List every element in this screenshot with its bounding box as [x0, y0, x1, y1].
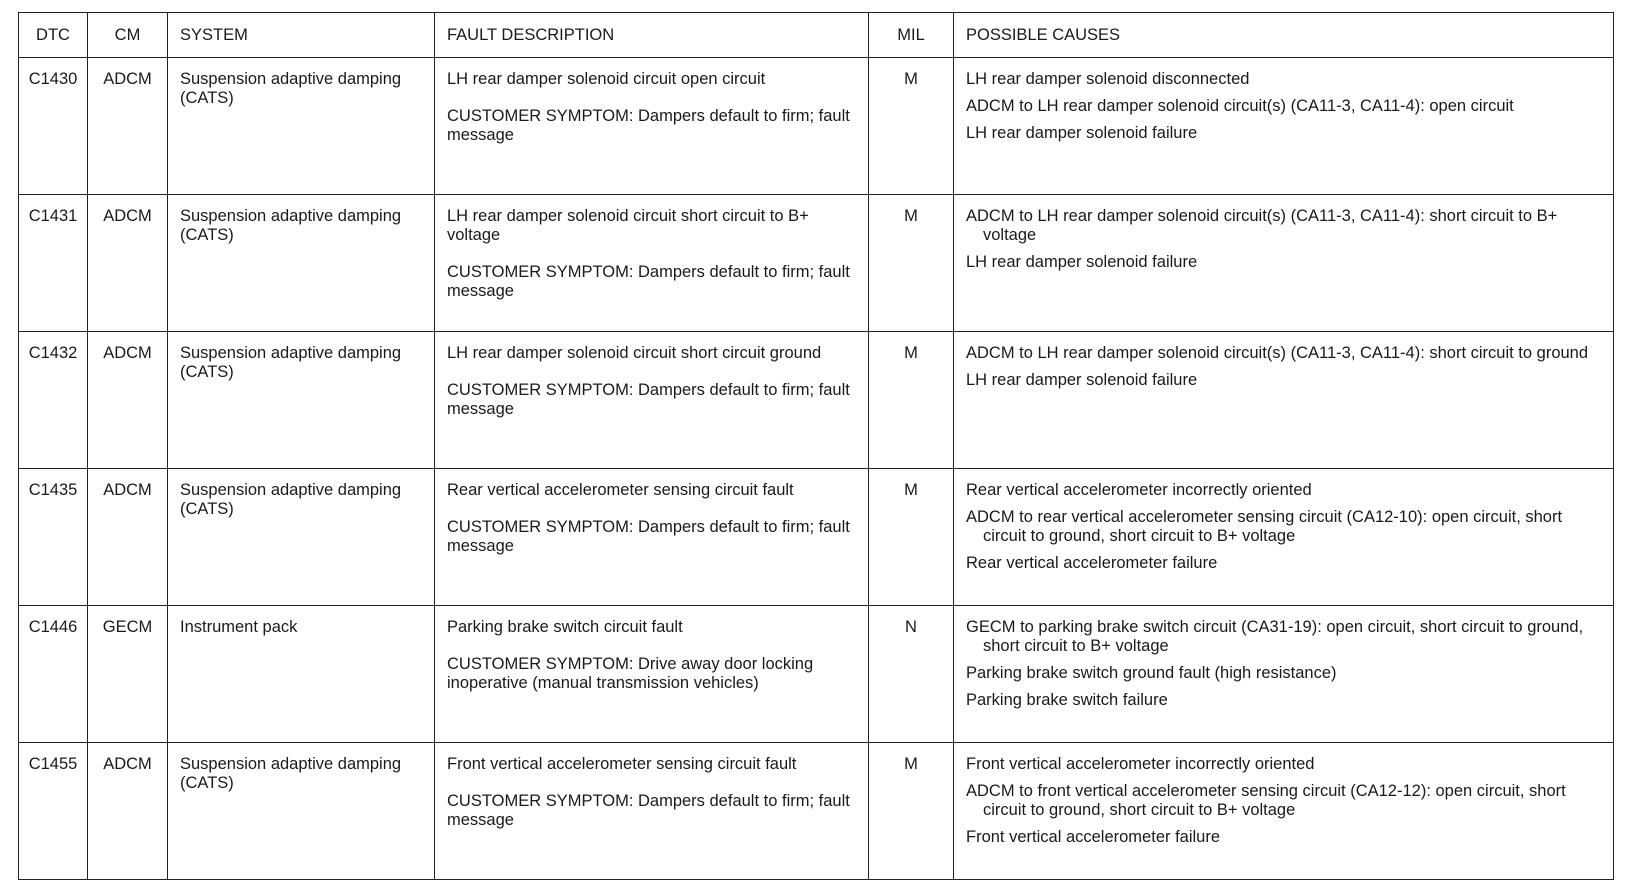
fault-description: LH rear damper solenoid circuit short circuit ground	[447, 344, 822, 362]
possible-cause: ADCM to LH rear damper solenoid circuit(s) (CA11-3, CA11-4): short circuit to ground	[966, 344, 1589, 362]
control-module: ADCM	[88, 469, 168, 606]
fault-description-cell	[435, 469, 869, 606]
fault-description: LH rear damper solenoid circuit open circuit	[447, 70, 766, 88]
mil-status: N	[869, 606, 954, 743]
possible-causes-cell	[954, 743, 1614, 880]
control-module: ADCM	[88, 743, 168, 880]
possible-cause: LH rear damper solenoid failure	[966, 371, 1198, 389]
possible-cause: ADCM to LH rear damper solenoid circuit(s) (CA11-3, CA11-4): short circuit to B+ voltage	[966, 207, 1558, 244]
system-name: Instrument pack	[168, 606, 435, 743]
possible-cause: ADCM to LH rear damper solenoid circuit(s) (CA11-3, CA11-4): open circuit	[966, 97, 1514, 115]
system-name: Suspension adaptive damping (CATS)	[168, 195, 435, 332]
possible-causes-cell	[954, 332, 1614, 469]
possible-causes-cell	[954, 58, 1614, 195]
system-name: Suspension adaptive damping (CATS)	[168, 469, 435, 606]
header-mil: MIL	[869, 13, 954, 58]
dtc-code: C1430	[19, 58, 88, 195]
table-row	[19, 743, 1614, 880]
customer-symptom: CUSTOMER SYMPTOM: Dampers default to firm; fault message	[447, 792, 850, 829]
dtc-code: C1435	[19, 469, 88, 606]
table-row	[19, 332, 1614, 469]
possible-cause: Parking brake switch ground fault (high resistance)	[966, 664, 1337, 682]
dtc-code: C1446	[19, 606, 88, 743]
possible-cause: ADCM to front vertical accelerometer sensing circuit (CA12-12): open circuit, short circuit to ground, short circuit to B+ voltage	[966, 782, 1566, 819]
possible-causes-cell	[954, 195, 1614, 332]
control-module: ADCM	[88, 332, 168, 469]
table-row	[19, 606, 1614, 743]
system-name: Suspension adaptive damping (CATS)	[168, 332, 435, 469]
fault-description: Parking brake switch circuit fault	[447, 618, 683, 636]
mil-status: M	[869, 743, 954, 880]
possible-cause: Parking brake switch failure	[966, 691, 1168, 709]
dtc-code: C1432	[19, 332, 88, 469]
fault-description: Front vertical accelerometer sensing circuit fault	[447, 755, 797, 773]
possible-cause: GECM to parking brake switch circuit (CA31-19): open circuit, short circuit to ground, short circuit to B+ voltage	[966, 618, 1584, 655]
possible-causes-cell	[954, 469, 1614, 606]
customer-symptom: CUSTOMER SYMPTOM: Dampers default to firm; fault message	[447, 263, 850, 300]
possible-cause: Rear vertical accelerometer failure	[966, 554, 1218, 572]
header-row	[19, 13, 1614, 58]
fault-description-cell	[435, 195, 869, 332]
header-dtc: DTC	[19, 13, 88, 58]
table-row	[19, 195, 1614, 332]
fault-description-cell	[435, 332, 869, 469]
fault-description-cell	[435, 743, 869, 880]
mil-status: M	[869, 58, 954, 195]
possible-cause: Front vertical accelerometer failure	[966, 828, 1221, 846]
customer-symptom: CUSTOMER SYMPTOM: Dampers default to firm; fault message	[447, 518, 850, 555]
possible-cause: LH rear damper solenoid failure	[966, 124, 1198, 142]
possible-cause: LH rear damper solenoid failure	[966, 253, 1198, 271]
dtc-code: C1455	[19, 743, 88, 880]
possible-cause: LH rear damper solenoid disconnected	[966, 70, 1250, 88]
header-cm: CM	[88, 13, 168, 58]
dtc-code: C1431	[19, 195, 88, 332]
control-module: GECM	[88, 606, 168, 743]
customer-symptom: CUSTOMER SYMPTOM: Dampers default to firm; fault message	[447, 381, 850, 418]
control-module: ADCM	[88, 195, 168, 332]
mil-status: M	[869, 469, 954, 606]
possible-causes-cell	[954, 606, 1614, 743]
customer-symptom: CUSTOMER SYMPTOM: Dampers default to firm; fault message	[447, 107, 850, 144]
possible-cause: Front vertical accelerometer incorrectly oriented	[966, 755, 1315, 773]
customer-symptom: CUSTOMER SYMPTOM: Drive away door locking inoperative (manual transmission vehicles)	[447, 655, 814, 692]
control-module: ADCM	[88, 58, 168, 195]
fault-description: LH rear damper solenoid circuit short circuit to B+ voltage	[447, 207, 809, 244]
table-row	[19, 58, 1614, 195]
header-possible-causes: POSSIBLE CAUSES	[954, 13, 1614, 58]
fault-description: Rear vertical accelerometer sensing circuit fault	[447, 481, 794, 499]
possible-cause: ADCM to rear vertical accelerometer sensing circuit (CA12-10): open circuit, short circuit to ground, short circuit to B+ voltage	[966, 508, 1563, 545]
header-fault-description: FAULT DESCRIPTION	[435, 13, 869, 58]
table-row	[19, 469, 1614, 606]
fault-description-cell	[435, 606, 869, 743]
header-system: SYSTEM	[168, 13, 435, 58]
dtc-table	[18, 12, 1614, 880]
mil-status: M	[869, 332, 954, 469]
fault-description-cell	[435, 58, 869, 195]
possible-cause: Rear vertical accelerometer incorrectly oriented	[966, 481, 1312, 499]
mil-status: M	[869, 195, 954, 332]
system-name: Suspension adaptive damping (CATS)	[168, 58, 435, 195]
system-name: Suspension adaptive damping (CATS)	[168, 743, 435, 880]
